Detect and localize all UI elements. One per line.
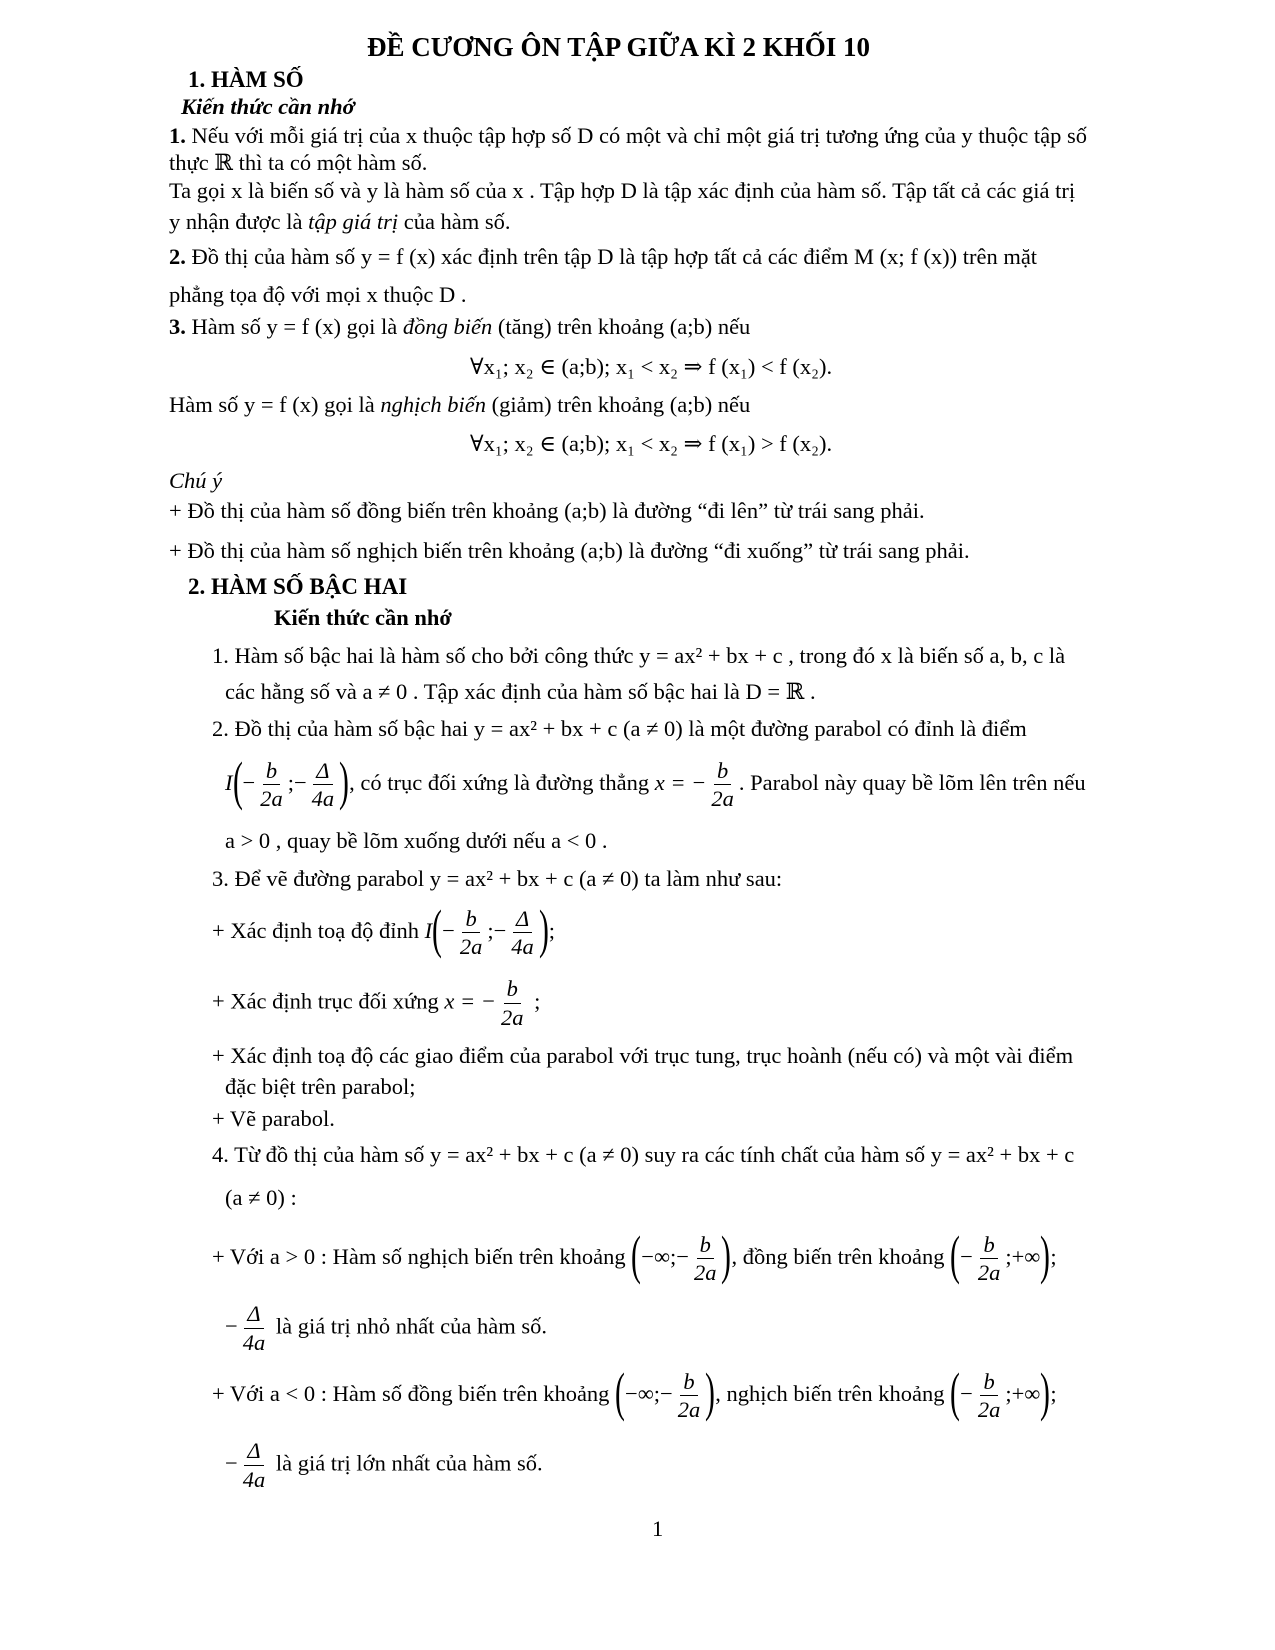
fraction-b-2a: $\frac{b}{2a}$ xyxy=(260,757,283,811)
s2-item3-line1: 3. Để vẽ đường parabol y = ax² + bx + c (a ≠ 0) ta làm như sau: xyxy=(212,866,783,891)
s2-item2-line2: I(− $\frac{b}{2a}$ ;− $\frac{\Delta}{4a}$ ), có trục đối xứng là đường thẳng x = − $\frac{b}{2a}$ . Parabol này quay bề lõm lên trên nếu xyxy=(225,751,1086,811)
s1-p1-line1: 1. Nếu với mỗi giá trị của x thuộc tập hợp số D có một và chỉ một giá trị tương ứng của y thuộc tập số xyxy=(169,123,1088,148)
s1-note-2: + Đồ thị của hàm số nghịch biến trên khoảng (a;b) là đường “đi xuống” từ trái sang phải. xyxy=(169,538,970,563)
section-2-heading: 2. HÀM SỐ BẬC HAI xyxy=(188,574,408,599)
s1-p3-line1: 3. Hàm số y = f (x) gọi là đồng biến (tăng) trên khoảng (a;b) nếu xyxy=(169,314,751,339)
s2-item1-line1: 1. Hàm số bậc hai là hàm số cho bởi công thức y = ax² + bx + c , trong đó x là biến số a, b, c là xyxy=(212,643,1066,668)
s2-item3-bullet2: + Xác định trục đối xứng x = − $\frac{b}{2a}$ ; xyxy=(212,976,541,1030)
s1-note-label: Chú ý xyxy=(169,468,223,493)
s2-item2-line1: 2. Đồ thị của hàm số bậc hai y = ax² + bx + c (a ≠ 0) là một đường parabol có đỉnh là điểm xyxy=(212,716,1027,741)
s2-item3-bullet3-line1: + Xác định toạ độ các giao điểm của parabol với trục tung, trục hoành (nếu có) và một vài điểm xyxy=(212,1043,1074,1068)
s1-p2-line2: phẳng tọa độ với mọi x thuộc D . xyxy=(169,282,467,307)
s1-p1-line4: y nhận được là tập giá trị của hàm số. xyxy=(169,209,511,234)
s2-item2-line3: a > 0 , quay bề lõm xuống dưới nếu a < 0 . xyxy=(225,828,608,853)
fraction-b-2a: $\frac{b}{2a}$ xyxy=(500,976,524,1030)
document-title: ĐỀ CƯƠNG ÔN TẬP GIỮA KÌ 2 KHỐI 10 xyxy=(367,32,871,62)
page-number: 1 xyxy=(652,1516,664,1541)
fraction-delta-4a: $\frac{\Delta}{4a}$ xyxy=(242,1301,266,1355)
s2-case1-line: + Với a > 0 : Hàm số nghịch biến trên khoảng (−∞;− $\frac{b}{2a}$ ), đồng biến trên khoảng (− $\frac{b}{2a}$ ;+∞); xyxy=(212,1225,1057,1285)
s2-item3-bullet3-line2: đặc biệt trên parabol; xyxy=(225,1074,416,1099)
fraction-b-2a: $\frac{b}{2a}$ xyxy=(711,757,734,811)
fraction-b-2a: $\frac{b}{2a}$ xyxy=(693,1231,717,1285)
section-1-heading: 1. HÀM SỐ xyxy=(188,67,304,92)
s1-p3-line2: Hàm số y = f (x) gọi là nghịch biến (giảm) trên khoảng (a;b) nếu xyxy=(169,392,751,417)
s1-p1-line2: thực ℝ thì ta có một hàm số. xyxy=(169,150,428,175)
s2-item4-line1: 4. Từ đồ thị của hàm số y = ax² + bx + c (a ≠ 0) suy ra các tính chất của hàm số y = ax² + bx + c xyxy=(212,1142,1075,1167)
s1-p3-formula-1: ∀x₁; x₂ ∈ (a;b); x₁ < x₂ ⇒ f (x₁) < f (x₂). xyxy=(470,354,833,379)
s2-case1-min: − $\frac{\Delta}{4a}$ là giá trị nhỏ nhất của hàm số. xyxy=(225,1301,548,1355)
section-2-subheading: Kiến thức cần nhớ xyxy=(274,605,452,630)
fraction-b-2a: $\frac{b}{2a}$ xyxy=(677,1368,701,1422)
s1-p1-line3: Ta gọi x là biến số và y là hàm số của x . Tập hợp D là tập xác định của hàm số. Tập tất cả các giá trị xyxy=(169,178,1076,203)
s2-case2-max: − $\frac{\Delta}{4a}$ là giá trị lớn nhất của hàm số. xyxy=(225,1438,543,1492)
fraction-delta-4a: $\frac{\Delta}{4a}$ xyxy=(511,905,534,959)
s2-item3-bullet1: + Xác định toạ độ đỉnh I(− $\frac{b}{2a}$ ;− $\frac{\Delta}{4a}$ ); xyxy=(212,899,556,959)
s1-p3-formula-2: ∀x₁; x₂ ∈ (a;b); x₁ < x₂ ⇒ f (x₁) > f (x₂). xyxy=(470,431,833,456)
s2-item4-line2: (a ≠ 0) : xyxy=(225,1185,297,1210)
s1-p2-line1: 2. Đồ thị của hàm số y = f (x) xác định trên tập D là tập hợp tất cả các điểm M (x; f (x)) trên mặt xyxy=(169,244,1038,269)
s2-case2-line: + Với a < 0 : Hàm số đồng biến trên khoảng (−∞;− $\frac{b}{2a}$ ), nghịch biến trên khoảng (− $\frac{b}{2a}$ ;+∞); xyxy=(212,1362,1057,1422)
fraction-delta-4a: $\frac{\Delta}{4a}$ xyxy=(311,757,335,811)
section-1-subheading: Kiến thức cần nhớ xyxy=(181,94,355,119)
s2-item1-line2: các hằng số và a ≠ 0 . Tập xác định của hàm số bậc hai là D = ℝ . xyxy=(225,679,816,704)
fraction-b-2a: $\frac{b}{2a}$ xyxy=(977,1368,1001,1422)
s1-note-1: + Đồ thị của hàm số đồng biến trên khoảng (a;b) là đường “đi lên” từ trái sang phải. xyxy=(169,498,925,523)
fraction-b-2a: $\frac{b}{2a}$ xyxy=(459,905,483,959)
fraction-delta-4a: $\frac{\Delta}{4a}$ xyxy=(242,1438,266,1492)
fraction-b-2a: $\frac{b}{2a}$ xyxy=(977,1231,1001,1285)
s2-item3-bullet4: + Vẽ parabol. xyxy=(212,1106,335,1131)
